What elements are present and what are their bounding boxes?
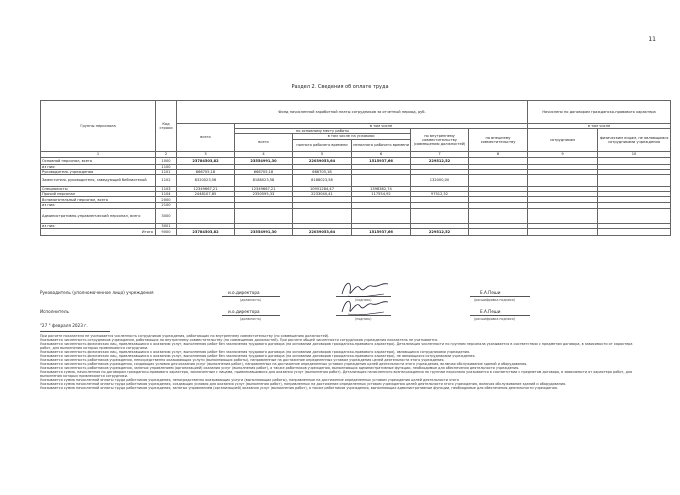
header-gph-non: физическим лицам, не являющимся сотрудниками учреждения [598,129,671,151]
header-gph-incl: в том числе [528,124,671,129]
row-code: 3001 [156,223,177,228]
header-main: по основному месту работы [235,129,411,134]
footnote: Указывается численность физических лиц, привлекавшихся к оказанию услуг, выполнению работ без заключения трудового договора (на основании договоров гражданско-правового характера). Детализация численности по группам персонала указывается в соответствии с предметом договора, в зависимости от характера работ, для выполнения которых привлекаются сотрудники. [40,342,633,350]
exec-position: и.о.директора [228,309,260,314]
row-cell: 12349667,21 [177,187,235,192]
total-code: 9000 [156,228,177,235]
head-signature-caption: (подпись) [355,298,372,302]
row-cell [598,157,671,164]
row-cell [469,208,528,223]
row-cell: 23784503,82 [177,157,235,164]
header-gph-staff: сотрудникам [528,129,598,151]
exec-name: Е.А.Пеши [480,309,501,314]
exec-position-caption: (должность) [240,317,262,321]
head-position: и.о.директора [228,290,260,295]
col-number: 2 [156,151,177,157]
exec-name-caption: (расшифровка подписи) [474,317,515,321]
row-cell [528,157,598,164]
row-cell [528,175,598,187]
row-label: Специалисты [41,187,156,192]
total-row [41,228,671,235]
row-cell: 97512,52 [411,192,469,197]
row-cell [235,208,293,223]
exec-name-line [470,315,530,316]
table-row [41,208,671,223]
header-group: Группы персонала [41,101,156,152]
row-cell: 666705,18 [293,169,352,174]
col-number: 9 [528,151,598,157]
row-cell: 1515937,66 [352,157,411,164]
header-part: неполного рабочего времени [352,139,411,151]
exec-position-line [222,315,280,316]
row-cell [598,208,671,223]
header-gph: Начислено по договорам гражданско-правового характера [528,101,671,124]
row-cell [411,208,469,223]
row-cell: 2448107,85 [177,192,235,197]
row-cell [352,208,411,223]
head-position-caption: (должность) [240,298,262,302]
total-cell: 22039053,64 [293,228,352,235]
header-full: полного рабочего времени [293,139,352,151]
row-code: 1104 [156,192,177,197]
row-code: 1102 [156,175,177,187]
col-number: 4 [235,151,293,157]
footnote: Указывается сумма начисленной оплаты труда работников учреждения, занятых управлением (организацией) оказания услуг (выполнения работ), а также работников учреждения, выполняющих административные функции, необходимые для обеспечения деятельности учреждения. [40,386,558,390]
row-cell: 132000,00 [411,175,469,187]
header-main-incl: в том числе на условиях: [293,134,411,139]
row-code: 1000 [156,157,177,164]
footnotes [40,334,640,390]
row-cell: 23554991,30 [235,157,293,164]
footnote: Указывается численность физических лиц, привлекавшихся к оказанию услуг, выполнению работ без заключения трудового договора (на основании договоров гражданско-правового характера), являющихся сотрудниками учреждения. [40,350,471,354]
total-cell: 23784503,82 [177,228,235,235]
row-cell [293,208,352,223]
col-number: 3 [177,151,235,157]
row-cell: 10951284,47 [293,187,352,192]
header-external: по внешнему совместительству [469,129,528,151]
total-label: Итого [41,228,156,235]
report-date: "27 " февраля 2023 г. [40,323,88,328]
table-body [41,157,671,228]
footnote: Указывается сумма, начисленная по договорам гражданско-правового характера, заключенным с лицами, привлекавшимися для оказания услуг (выполнения работ). Детализация начисленного вознаграждения по группам персонала указывается в соответствии с предметом договора, в зависимости от характера работ, для выполнения которых привлекаются сотрудники. [40,370,633,378]
header-main-total: всего [235,134,293,151]
table-row [41,175,671,187]
footnote: Указывается численность работников учреждения, создающих условия для оказания услуг (выполнения работ), направленных на достижение определенных уставом учреждения целей деятельности этого учреждения, включая обслуживание зданий и оборудования. [40,362,528,366]
head-name-caption: (расшифровка подписи) [474,298,515,302]
page-number: 11 [648,36,656,43]
footnote: Указывается численность сотрудников учреждения, работающих по внутреннему совместительству (по совмещению должностей). При расчете общей численности сотрудников учреждения показатель не учитывается. [40,338,439,342]
col-number: 7 [411,151,469,157]
total-cell [528,228,598,235]
row-cell [528,208,598,223]
head-name-line [470,296,530,297]
row-cell [177,208,235,223]
row-label: Административно-управленческий персонал, всего [41,208,156,223]
header-code: Код строки [156,101,177,152]
row-cell: 666705,18 [177,169,235,174]
footnote: Указывается численность физических лиц, привлекавшихся к оказанию услуг, выполнению работ без заключения трудового договора (на основании договоров гражданско-правового характера), не являющихся сотрудниками учреждения. [40,354,476,358]
row-code: 2100 [156,203,177,208]
row-cell: 1398382,74 [352,187,411,192]
row-code: 3000 [156,208,177,223]
header-incl: в том числе [235,124,528,129]
head-name: Е.А.Пеши [480,290,501,295]
row-code: 1101 [156,169,177,174]
row-label: из них: [41,203,156,208]
row-label: Прочий персонал [41,192,156,197]
row-label: Вспомогательный персонал, всего [41,197,156,203]
total-cell: 1515937,66 [352,228,411,235]
col-number: 5 [293,151,352,157]
footnote: Указывается численность работников учреждения, непосредственно оказывающих услуги (выполняющих работы), направленные на достижение определенных уставом учреждения целей деятельности этого учреждения. [40,358,445,362]
exec-signature-scribble [338,294,393,320]
row-cell: 22039053,64 [293,157,352,164]
footnote: При расчете показателя не учитывается численность сотрудников учреждения, работающих по внутреннему совместительству (по совмещению должностей). [40,334,330,338]
footnote: Указывается сумма начисленной оплаты труда работников учреждения, создающих условия для оказания услуг (выполнения работ), направленных на достижение определенных уставом учреждения целей деятельности этого учреждения, включая обслуживание зданий и оборудования. [40,382,567,386]
head-position-line [222,296,280,297]
row-cell: 12349667,21 [235,187,293,192]
head-label: Руководитель (уполномоченное лицо) учреждения [40,290,154,295]
row-cell [352,175,411,187]
total-cell [598,228,671,235]
table-total [41,228,671,235]
row-label: из них: [41,164,156,169]
row-cell [469,175,528,187]
footnote: Указывается сумма начисленной оплаты труда работников учреждения, непосредственно оказывающих услуги (выполняющих работы), направленные на достижение определенных уставом учреждения целей деятельности этого [40,378,459,382]
total-cell: 23554991,30 [235,228,293,235]
col-number: 1 [41,151,156,157]
row-cell: 2233040,41 [293,192,352,197]
row-cell [598,175,671,187]
row-label: из них: [41,223,156,228]
payroll-table [40,100,671,236]
row-cell: 8188023,58 [235,175,293,187]
footnote-separator [40,331,110,332]
row-label: Руководитель учреждения [41,169,156,174]
row-cell: 2350595,33 [235,192,293,197]
header-fund: Фонд начисленной заработной платы сотрудников за отчетный период, руб. [177,101,528,124]
col-number: 6 [352,151,411,157]
row-code: 1103 [156,187,177,192]
header-total: всего [177,124,235,152]
col-number: 10 [598,151,671,157]
row-label: Заместитель руководителя, заведующий библиотекой [41,175,156,187]
section-title: Раздел 2. Сведения об оплате труда [291,84,389,90]
row-cell: 666705,18 [235,169,293,174]
total-cell: 229512,52 [411,228,469,235]
row-cell: 229512,52 [411,157,469,164]
table-header [41,101,671,158]
row-cell: 117554,92 [352,192,411,197]
row-label: Основной персонал, всего [41,157,156,164]
row-code: 1100 [156,164,177,169]
total-cell [469,228,528,235]
footnote: Указывается численность работников учреждения, занятых управлением (организацией) оказания услуг (выполнения работ), а также работников учреждения, выполняющих административные функции, необходимые для обеспечения деятельности учреждения. [40,366,520,370]
row-cell: 8188023,58 [293,175,352,187]
header-internal: по внутреннему совместительству (совмещению должностей) [411,129,469,151]
exec-signature-caption: (подпись) [355,317,372,321]
table-row [41,157,671,164]
row-cell [469,157,528,164]
row-code: 2000 [156,197,177,203]
row-cell: 8320023,58 [177,175,235,187]
exec-label: Исполнитель [40,309,70,314]
col-number: 8 [469,151,528,157]
